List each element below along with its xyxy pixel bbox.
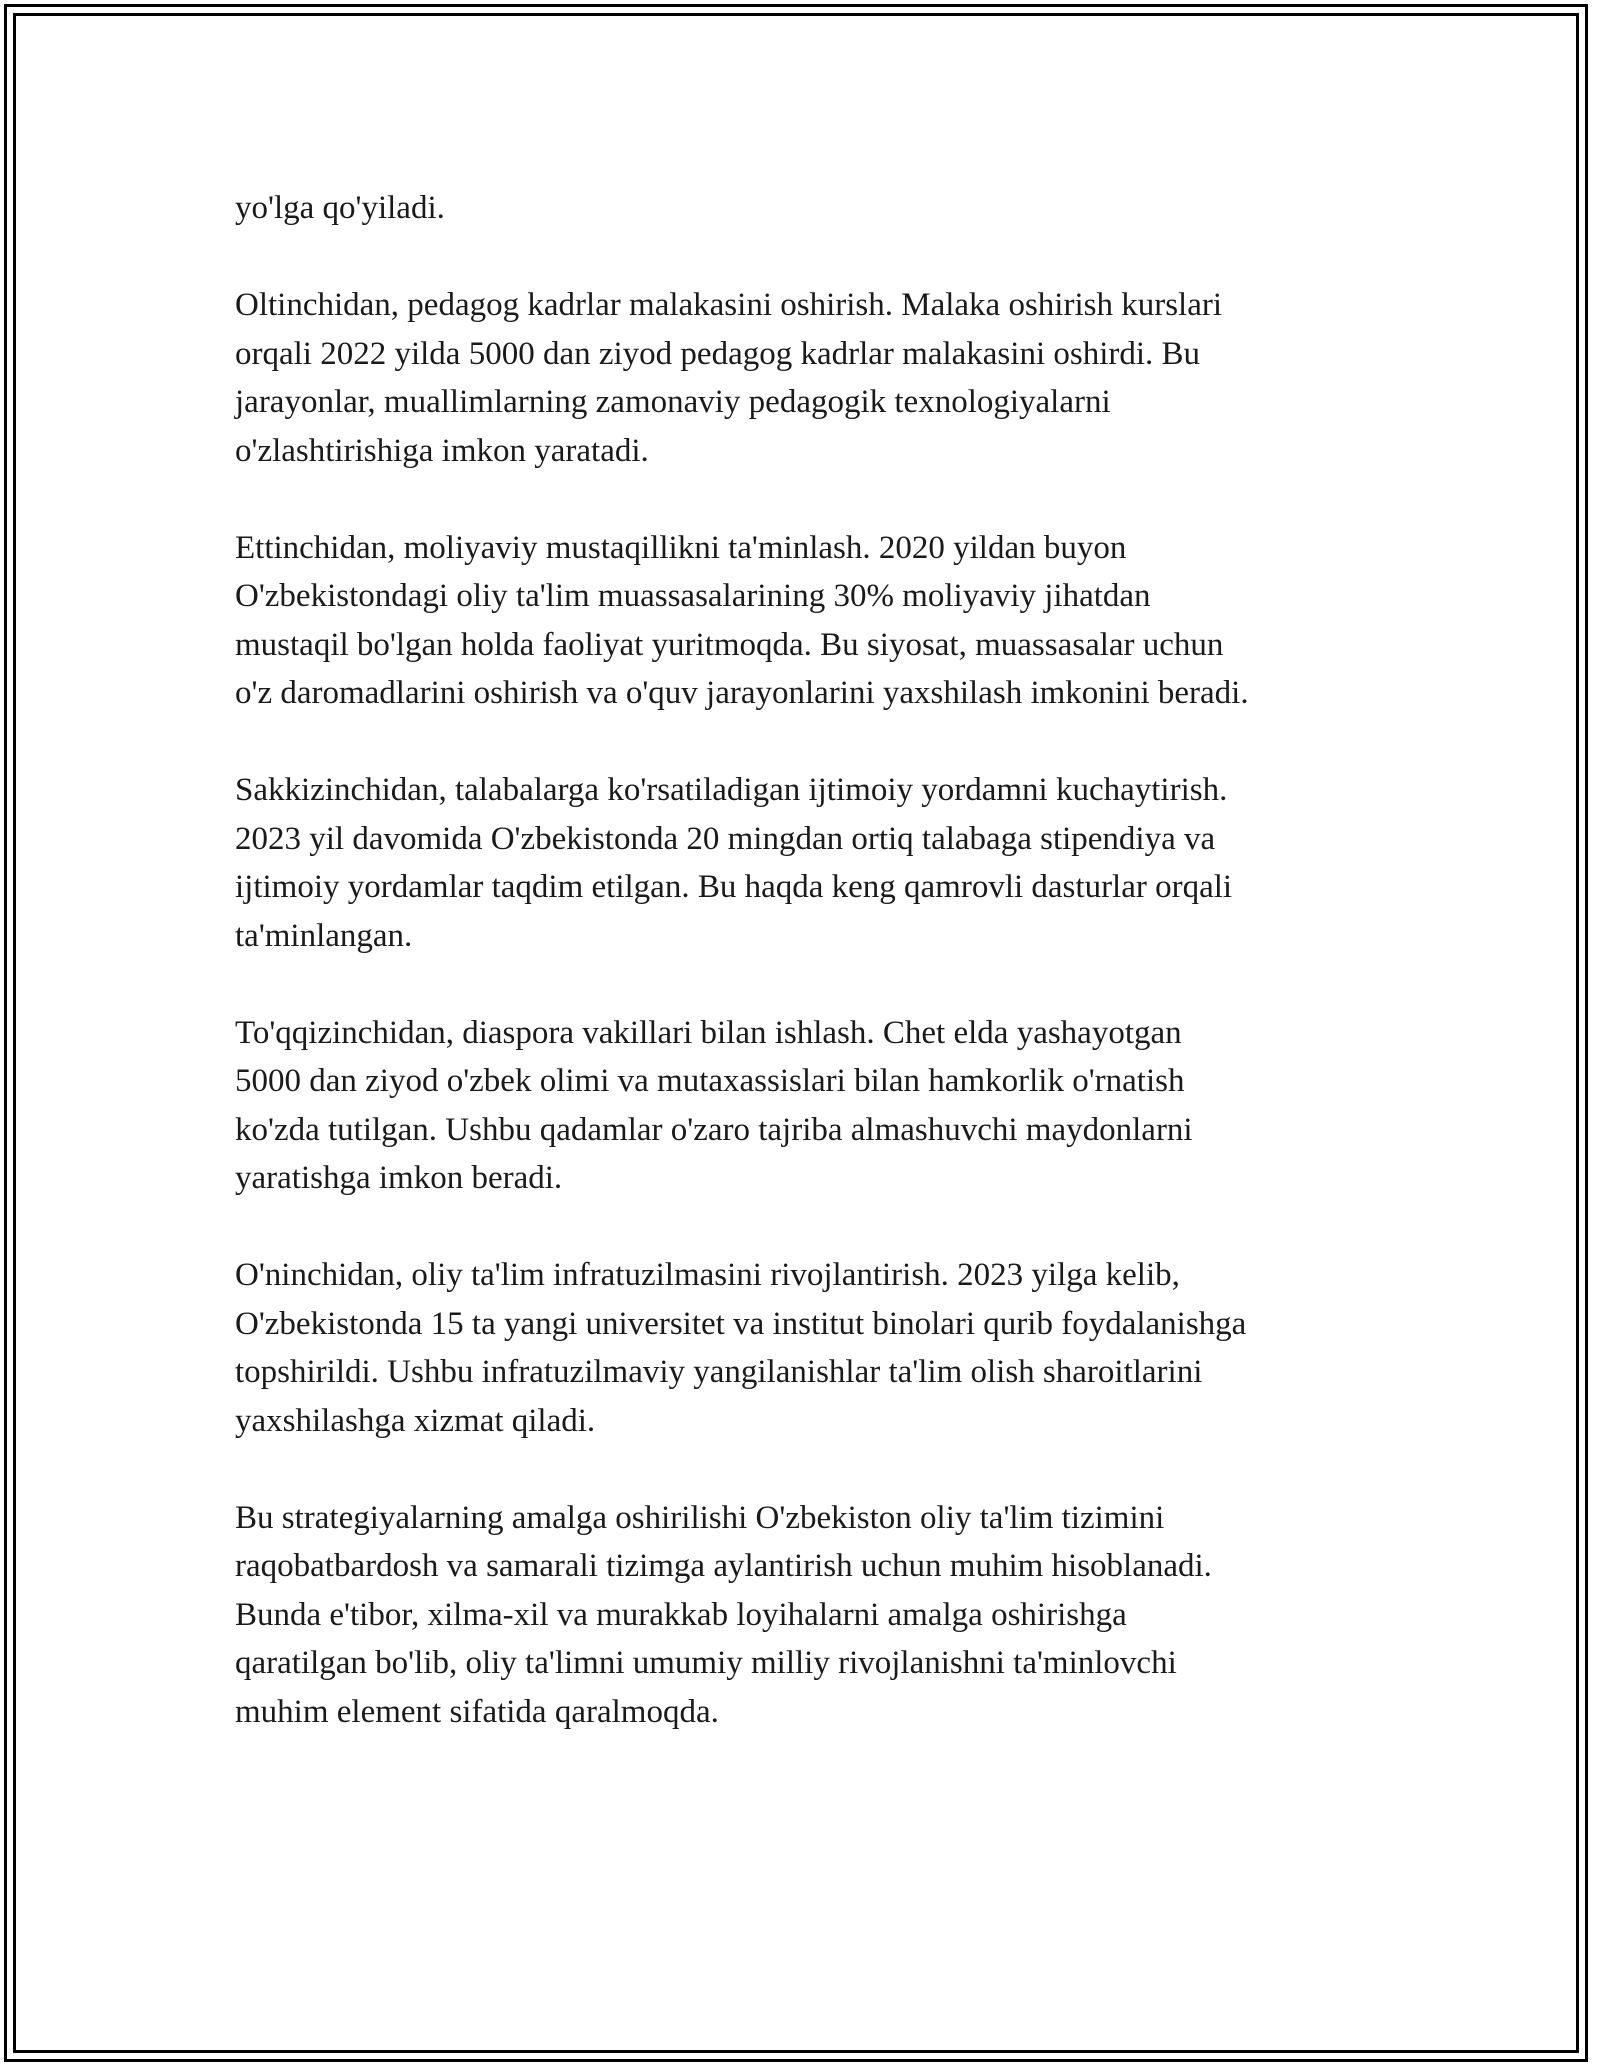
- paragraph-sixth: Oltinchidan, pedagog kadrlar malakasini oshirish. Malaka oshirish kurslari orqali 2022 yilda 5000 dan ziyod pedagog kadrlar malakasini oshirdi. Bu jarayonlar, muallimlarning zamonaviy pedagogik texnologiyalarni o'zlashtirishiga imkon yaratadi.: [235, 287, 1223, 469]
- document-body: [235, 184, 1395, 1785]
- paragraph-eighth: Sakkizinchidan, talabalarga ko'rsatiladigan ijtimoiy yordamni kuchaytirish. 2023 yil davomida O'zbekistonda 20 mingdan ortiq talabaga stipendiya va ijtimoiy yordamlar taqdim etilgan. Bu haqda keng qamrovli dasturlar orqali ta'minlangan.: [235, 772, 1233, 954]
- paragraph-seventh: Ettinchidan, moliyaviy mustaqillikni ta'minlash. 2020 yildan buyon O'zbekistondagi oliy ta'lim muassasalarining 30% moliyaviy jihatdan mustaqil bo'lgan holda faoliyat yuritmoqda. Bu siyosat, muassasalar uchun o'z daromadlarini oshirish va o'quv jarayonlarini yaxshilash imkonini beradi.: [235, 529, 1249, 711]
- paragraph-tenth: O'ninchidan, oliy ta'lim infratuzilmasini rivojlantirish. 2023 yilga kelib, O'zbekistonda 15 ta yangi universitet va institut binolari qurib foydalanishga topshirildi. Ushbu infratuzilmaviy yangilanishlar ta'lim olish sharoitlarini yaxshilashga xizmat qiladi.: [235, 1257, 1247, 1439]
- paragraph-continuation: yo'lga qo'yiladi.: [235, 190, 445, 226]
- paragraph-ninth: To'qqizinchidan, diaspora vakillari bilan ishlash. Chet elda yashayotgan 5000 dan ziyod o'zbek olimi va mutaxassislari bilan hamkorlik o'rnatish ko'zda tutilgan. Ushbu qadamlar o'zaro tajriba almashuvchi maydonlarni yaratishga imkon beradi.: [235, 1014, 1193, 1196]
- paragraph-conclusion: Bu strategiyalarning amalga oshirilishi O'zbekiston oliy ta'lim tizimini raqobatbardosh va samarali tizimga aylantirish uchun muhim hisoblanadi. Bunda e'tibor, xilma-xil va murakkab loyihalarni amalga oshirishga qaratilgan bo'lib, oliy ta'limni umumiy milliy rivojlanishni ta'minlovchi muhim element sifatida qaralmoqda.: [235, 1499, 1212, 1730]
